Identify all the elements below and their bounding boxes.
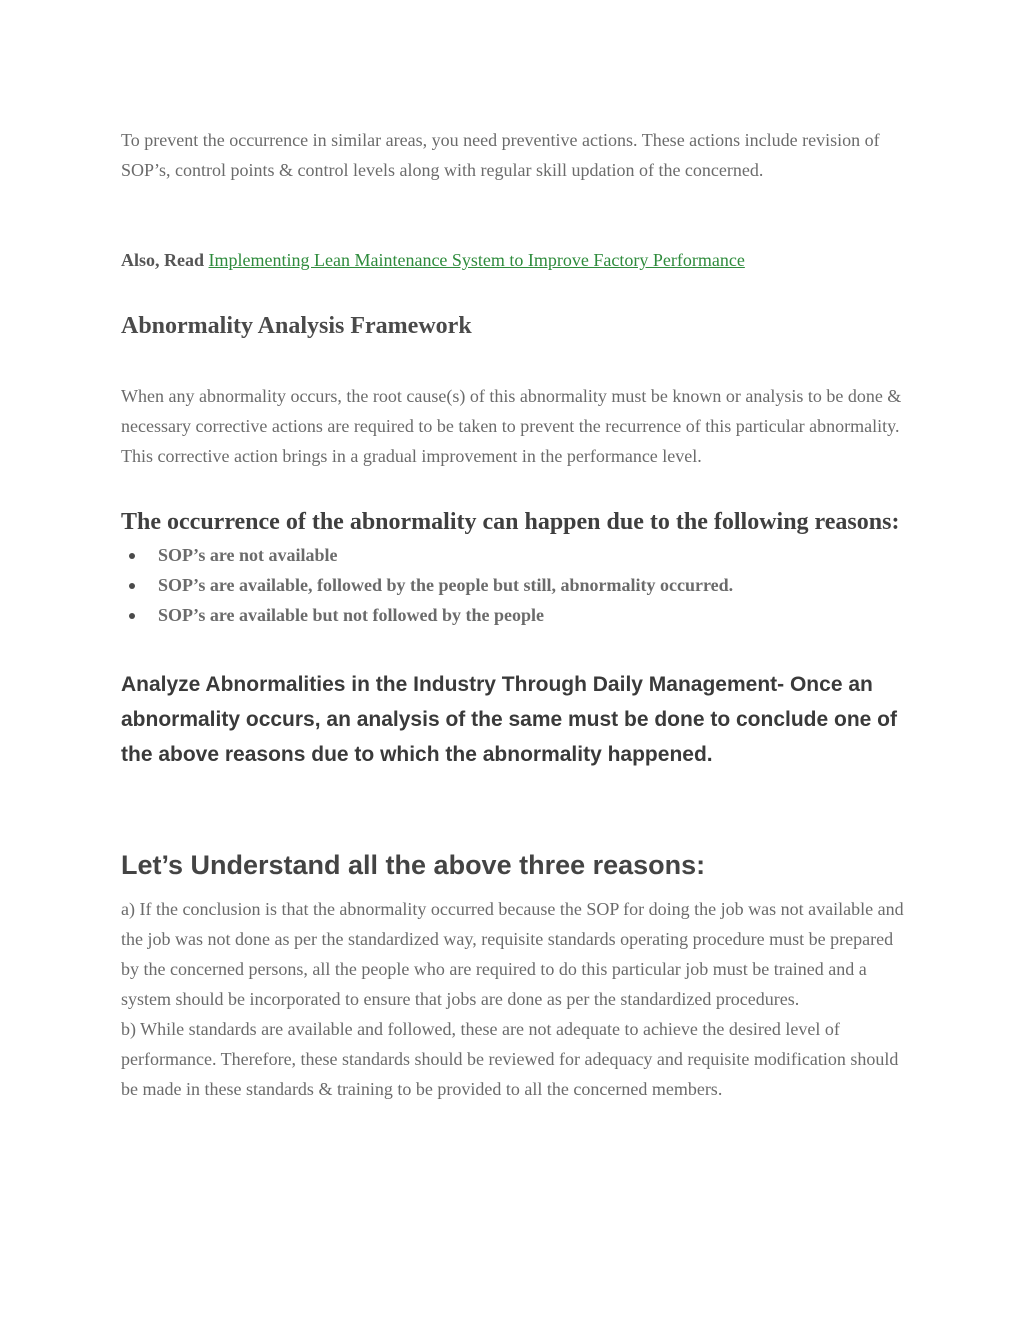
also-read-line (121, 245, 911, 275)
point-b-paragraph: b) While standards are available and followed, these are not adequate to achieve the desired level of performance. Therefore, these standards should be reviewed for adequacy and requisite modification should be made in these standards & training to be provided to all the concerned members. (121, 1019, 899, 1099)
reasons-heading: The occurrence of the abnormality can happen due to the following reasons: (121, 509, 900, 535)
reason-text: SOP’s are not available (158, 545, 338, 565)
also-read-label: Also, Read (121, 250, 205, 270)
understand-body (121, 894, 911, 1104)
reason-text: SOP’s are available, followed by the people but still, abnormality occurred. (158, 575, 734, 595)
preventive-actions-paragraph: To prevent the occurrence in similar areas, you need preventive actions. These actions include revision of SOP’s, control points & control levels along with regular skill updation of the concerned. (121, 130, 880, 180)
framework-paragraph: When any abnormality occurs, the root cause(s) of this abnormality must be known or analysis to be done & necessary corrective actions are required to be taken to prevent the recurrence of this particular abnormality. This corrective action brings in a gradual improvement in the performance level. (121, 386, 902, 466)
understand-heading: Let’s Understand all the above three reasons: (121, 850, 706, 880)
list-item (121, 600, 911, 630)
lean-maintenance-link[interactable]: Implementing Lean Maintenance System to Improve Factory Performance (208, 250, 745, 270)
reasons-list (121, 540, 911, 630)
point-a-paragraph: a) If the conclusion is that the abnormality occurred because the SOP for doing the job was not available and the job was not done as per the standardized way, requisite standards operating procedure must be prepared by the concerned persons, all the people who are required to do this particular job must be trained and a system should be incorporated to ensure that jobs are done as per the standardized procedures. (121, 899, 904, 1009)
bullet-icon (129, 613, 135, 619)
reason-text: SOP’s are available but not followed by the people (158, 605, 545, 625)
list-item (121, 570, 911, 600)
framework-heading: Abnormality Analysis Framework (121, 313, 472, 339)
list-item (121, 540, 911, 570)
bullet-icon (129, 583, 135, 589)
analyze-abnormalities-paragraph: Analyze Abnormalities in the Industry Through Daily Management- Once an abnormality occurs, an analysis of the same must be done to conclude one of the above reasons due to which the abnormality happened. (121, 673, 898, 766)
bullet-icon (129, 553, 135, 559)
